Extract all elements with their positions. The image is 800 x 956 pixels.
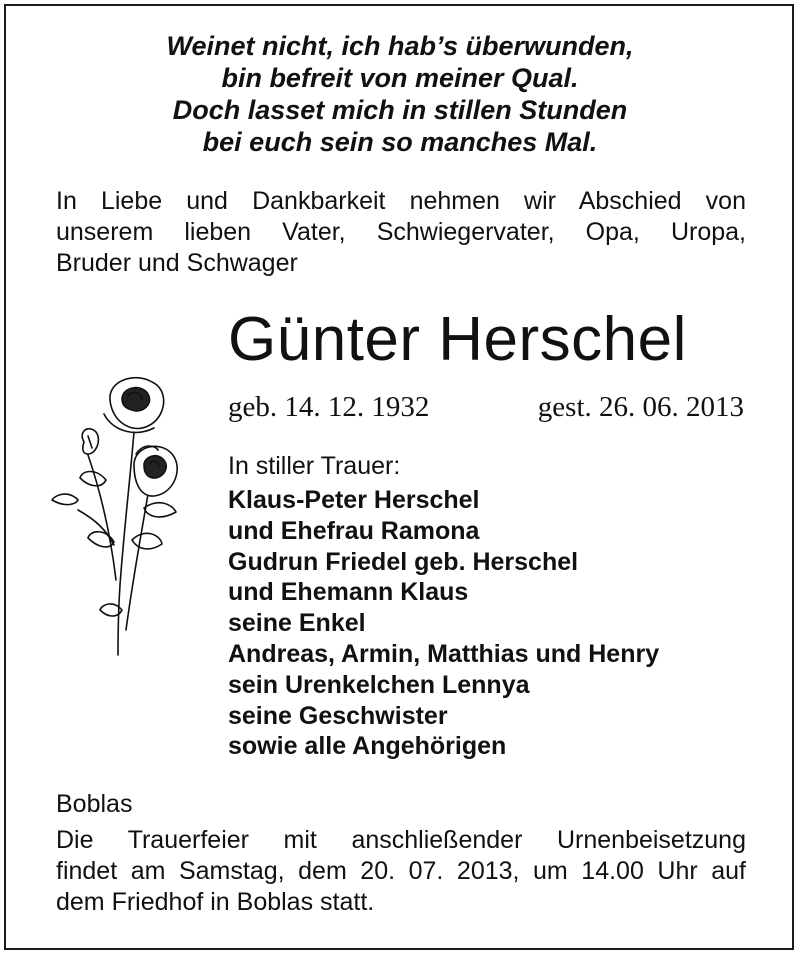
mourner-line: seine Geschwister xyxy=(228,701,448,730)
intro-line: In Liebe und Dankbarkeit nehmen wir Abschied von xyxy=(56,187,746,215)
service-text xyxy=(56,825,746,918)
mourner-line: sein Urenkelchen Lennya xyxy=(228,670,530,699)
mourner-line: und Ehemann Klaus xyxy=(228,578,469,607)
mourner-line: seine Enkel xyxy=(228,609,366,638)
death-date: gest. 26. 06. 2013 xyxy=(537,391,744,423)
mourner-line: Andreas, Armin, Matthias und Henry xyxy=(228,639,660,668)
deceased-name: Günter Herschel xyxy=(228,305,687,374)
mourner-line: und Ehefrau Ramona xyxy=(228,516,480,545)
poem-line: bin befreit von meiner Qual. xyxy=(221,63,579,93)
service-line: dem Friedhof in Boblas statt. xyxy=(56,888,375,916)
service-line: findet am Samstag, dem 20. 07. 2013, um 14.00 Uhr auf xyxy=(56,857,746,885)
intro-text xyxy=(56,186,746,279)
poem-line: Doch lasset mich in stillen Stunden xyxy=(172,95,628,125)
birth-date: geb. 14. 12. 1932 xyxy=(228,391,430,423)
rose-icon xyxy=(48,370,198,660)
mourner-line: sowie alle Angehörigen xyxy=(228,732,507,761)
intro-line: Bruder und Schwager xyxy=(56,249,298,277)
intro-line: unserem lieben Vater, Schwiegervater, Opa, Uropa, xyxy=(56,218,746,246)
place-name: Boblas xyxy=(56,790,133,818)
service-line: Die Trauerfeier mit anschließender Urnenbeisetzung xyxy=(56,826,746,854)
mourner-line: Klaus-Peter Herschel xyxy=(228,486,480,514)
mourning-label: In stiller Trauer: xyxy=(228,452,401,480)
mourners-list xyxy=(228,485,659,762)
poem xyxy=(0,30,800,158)
mourner-line: Gudrun Friedel geb. Herschel xyxy=(228,547,579,576)
life-dates xyxy=(228,390,744,424)
poem-line: bei euch sein so manches Mal. xyxy=(202,127,598,157)
poem-line: Weinet nicht, ich hab’s überwunden, xyxy=(166,31,634,61)
